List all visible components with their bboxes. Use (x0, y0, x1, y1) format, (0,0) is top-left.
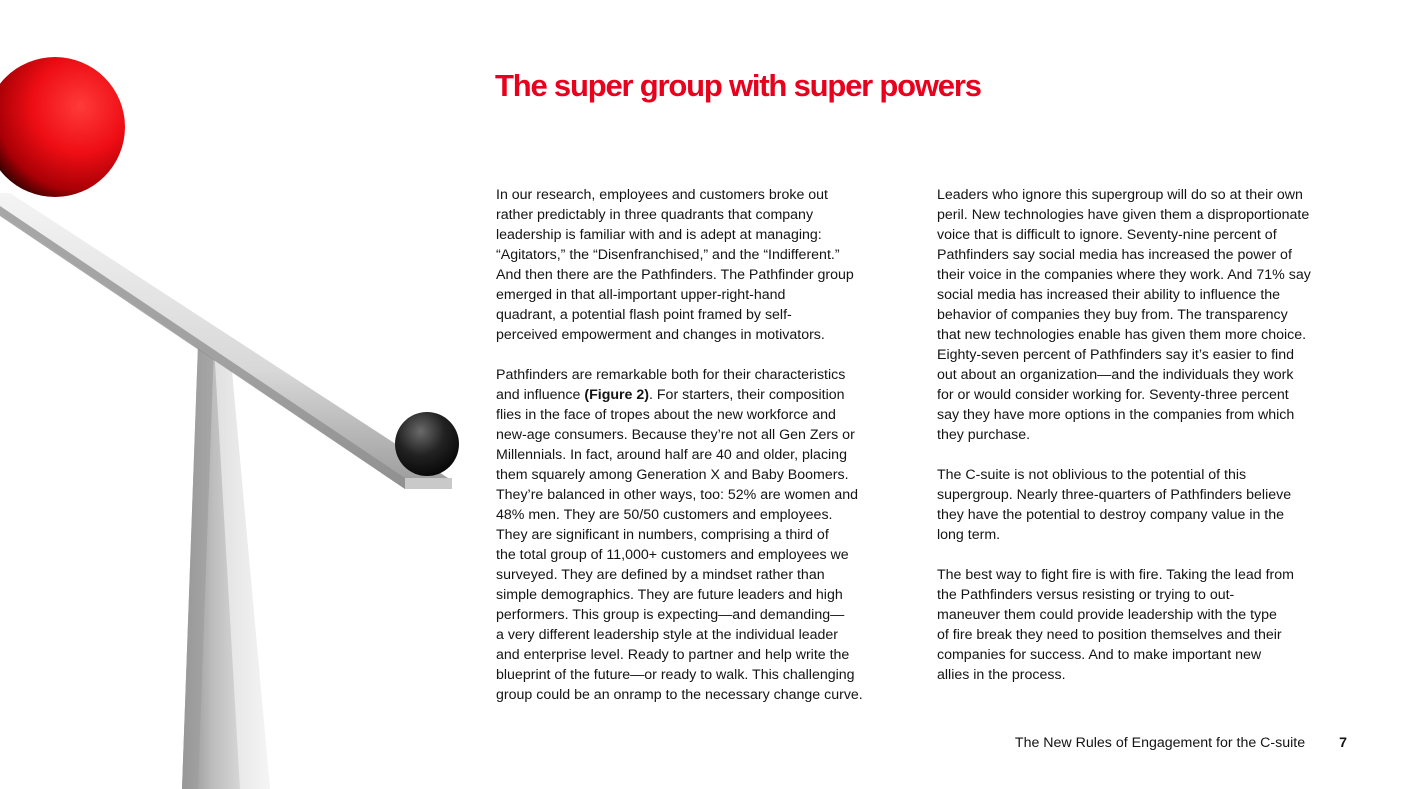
seesaw-illustration (0, 0, 470, 789)
right-column (937, 185, 1349, 705)
red-ball (0, 57, 125, 197)
page-title: The super group with super powers (495, 68, 981, 103)
left-column (496, 185, 908, 725)
left-paragraph-1: In our research, employees and customers broke out rather predictably in three quadrants that company leadership is familiar with and is adept at managing: “Agitators,” the “Disenfranchised,” and the “Indifferent.” And then there are the Pathfinders. The Pathfinder group emerged in that all-important upper-right-hand quadrant, a potential flash point framed by self- perceived empowerment and changes in motivators. (496, 187, 854, 343)
paragraph-text: . For starters, their composition flies in the face of tropes about the new workforce and new-age consumers. Because they’re not all Gen Zers or Millennials. In fact, around half are 40 and older, placing them squarely among Generation X and Baby Boomers. They’re balanced in other ways, too: 52% are women and 48% men. They are 50/50 customers and employees. They are significant in numbers, comprising a third of the total group of 11,000+ customers and employees we surveyed. They are defined by a mindset rather than simple demographics. They are future leaders and high performers. This group is expecting—and demanding— a very different leadership style at the individual leader and enterprise level. Ready to partner and help write the blueprint of the future—or ready to walk. This challenging group could be an onramp to the necessary change curve. (496, 387, 863, 703)
page-number: 7 (1339, 735, 1347, 751)
paragraph-text: Pathfinders are remarkable both for their characteristics and influence (496, 367, 846, 403)
page-footer (960, 735, 1347, 751)
figure-reference: (Figure 2) (584, 387, 649, 403)
black-ball (395, 412, 459, 476)
left-paragraph-2 (496, 365, 908, 705)
right-paragraph-1: Leaders who ignore this supergroup will do so at their own peril. New technologies have given them a disproportionate voice that is difficult to ignore. Seventy-nine percent of Pathfinders say social media has increased the power of their voice in the companies where they work. And 71% say social media has increased their ability to influence the behavior of companies they buy from. The transparency that new technologies enable has given them more choice. Eighty-seven percent of Pathfinders say it’s easier to find out about an organization—and the individuals they work for or would consider working for. Seventy-three percent say they have more options in the companies from which they purchase. (937, 187, 1311, 443)
right-paragraph-2: The C-suite is not oblivious to the potential of this supergroup. Nearly three-quarters of Pathfinders believe they have the potential to destroy company value in the long term. (937, 467, 1292, 543)
right-paragraph-3: The best way to fight fire is with fire. Taking the lead from the Pathfinders versus resisting or trying to out- maneuver them could provide leadership with the type of fire break they need to position themselves and their companies for success. And to make important new allies in the process. (937, 567, 1294, 683)
seesaw-post (182, 345, 270, 789)
publication-title: The New Rules of Engagement for the C-suite (1014, 735, 1306, 751)
